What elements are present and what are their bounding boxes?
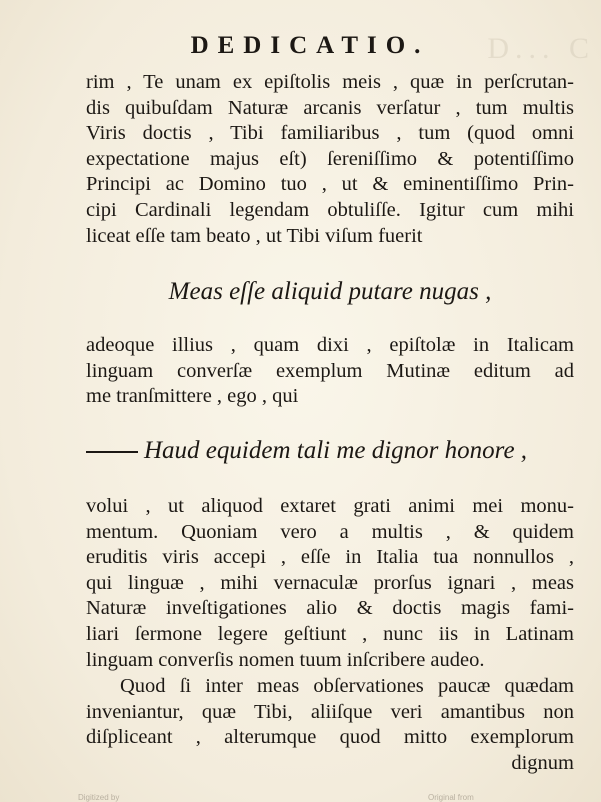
text-line: Quod ſi inter meas obſervationes paucæ quædam [120, 675, 574, 697]
text-line: liari ſermone legere geſtiunt , nunc iis in Latinam [86, 622, 574, 645]
text-line: mentum. Quoniam vero a multis , & quidem [86, 520, 574, 543]
paragraph-1 [86, 70, 574, 249]
footer-original: Original from [428, 793, 474, 802]
footer-digitized: Digitized by [78, 793, 120, 802]
text-line: volui , ut aliquod extaret grati animi mei monu- [86, 495, 574, 517]
verse-quote-2-text: Haud equidem tali me dignor honore , [144, 437, 528, 464]
paragraph-4 [86, 674, 574, 776]
text-line: rim , Te unam ex epiſtolis meis , quæ in perſcrutan- [86, 71, 574, 93]
paragraph-2 [86, 333, 574, 410]
text-line: linguam converſis nomen tuum inſcribere audeo. [86, 648, 485, 671]
bleed-through-text: D... C [487, 32, 595, 65]
text-line: Viris doctis , Tibi familiaribus , tum (quod omni [86, 122, 574, 145]
text-line: cipi Cardinali legendam obtuliſſe. Igitur cum mihi [86, 198, 574, 221]
text-line: liceat eſſe tam beato , ut Tibi viſum fuerit [86, 224, 423, 247]
text-line: Naturæ inveſtigationes alio & doctis magis fami- [86, 597, 574, 620]
catchword: dignum [511, 751, 574, 774]
verse-quote-1: Meas eſſe aliquid putare nugas , [168, 278, 492, 305]
text-line: qui linguæ , mihi vernaculæ prorſus ignari , meas [86, 571, 574, 594]
text-line: adeoque illius , quam dixi , epiſtolæ in Italicam [86, 334, 574, 356]
running-head: DEDICATIO. [190, 32, 430, 59]
text-line: me tranſmittere , ego , qui [86, 385, 299, 408]
text-line: Principi ac Domino tuo , ut & eminentiſſimo Prin- [86, 173, 574, 196]
text-line: expectatione majus eſt) ſereniſſimo & potentiſſimo [86, 147, 574, 170]
text-line: diſpliceant , alterumque quod mitto exemplorum [86, 726, 574, 749]
text-line: dis quibuſdam Naturæ arcanis verſatur , tum multis [86, 96, 574, 119]
verse-quote-2 [86, 437, 574, 465]
em-dash-rule [86, 451, 138, 453]
text-line: linguam converſæ exemplum Mutinæ editum ad [86, 359, 574, 382]
paragraph-3 [86, 494, 574, 673]
text-line: eruditis viris accepi , eſſe in Italia tua nonnullos , [86, 546, 574, 569]
text-line: inveniantur, quæ Tibi, aliiſque veri amantibus non [86, 700, 574, 723]
